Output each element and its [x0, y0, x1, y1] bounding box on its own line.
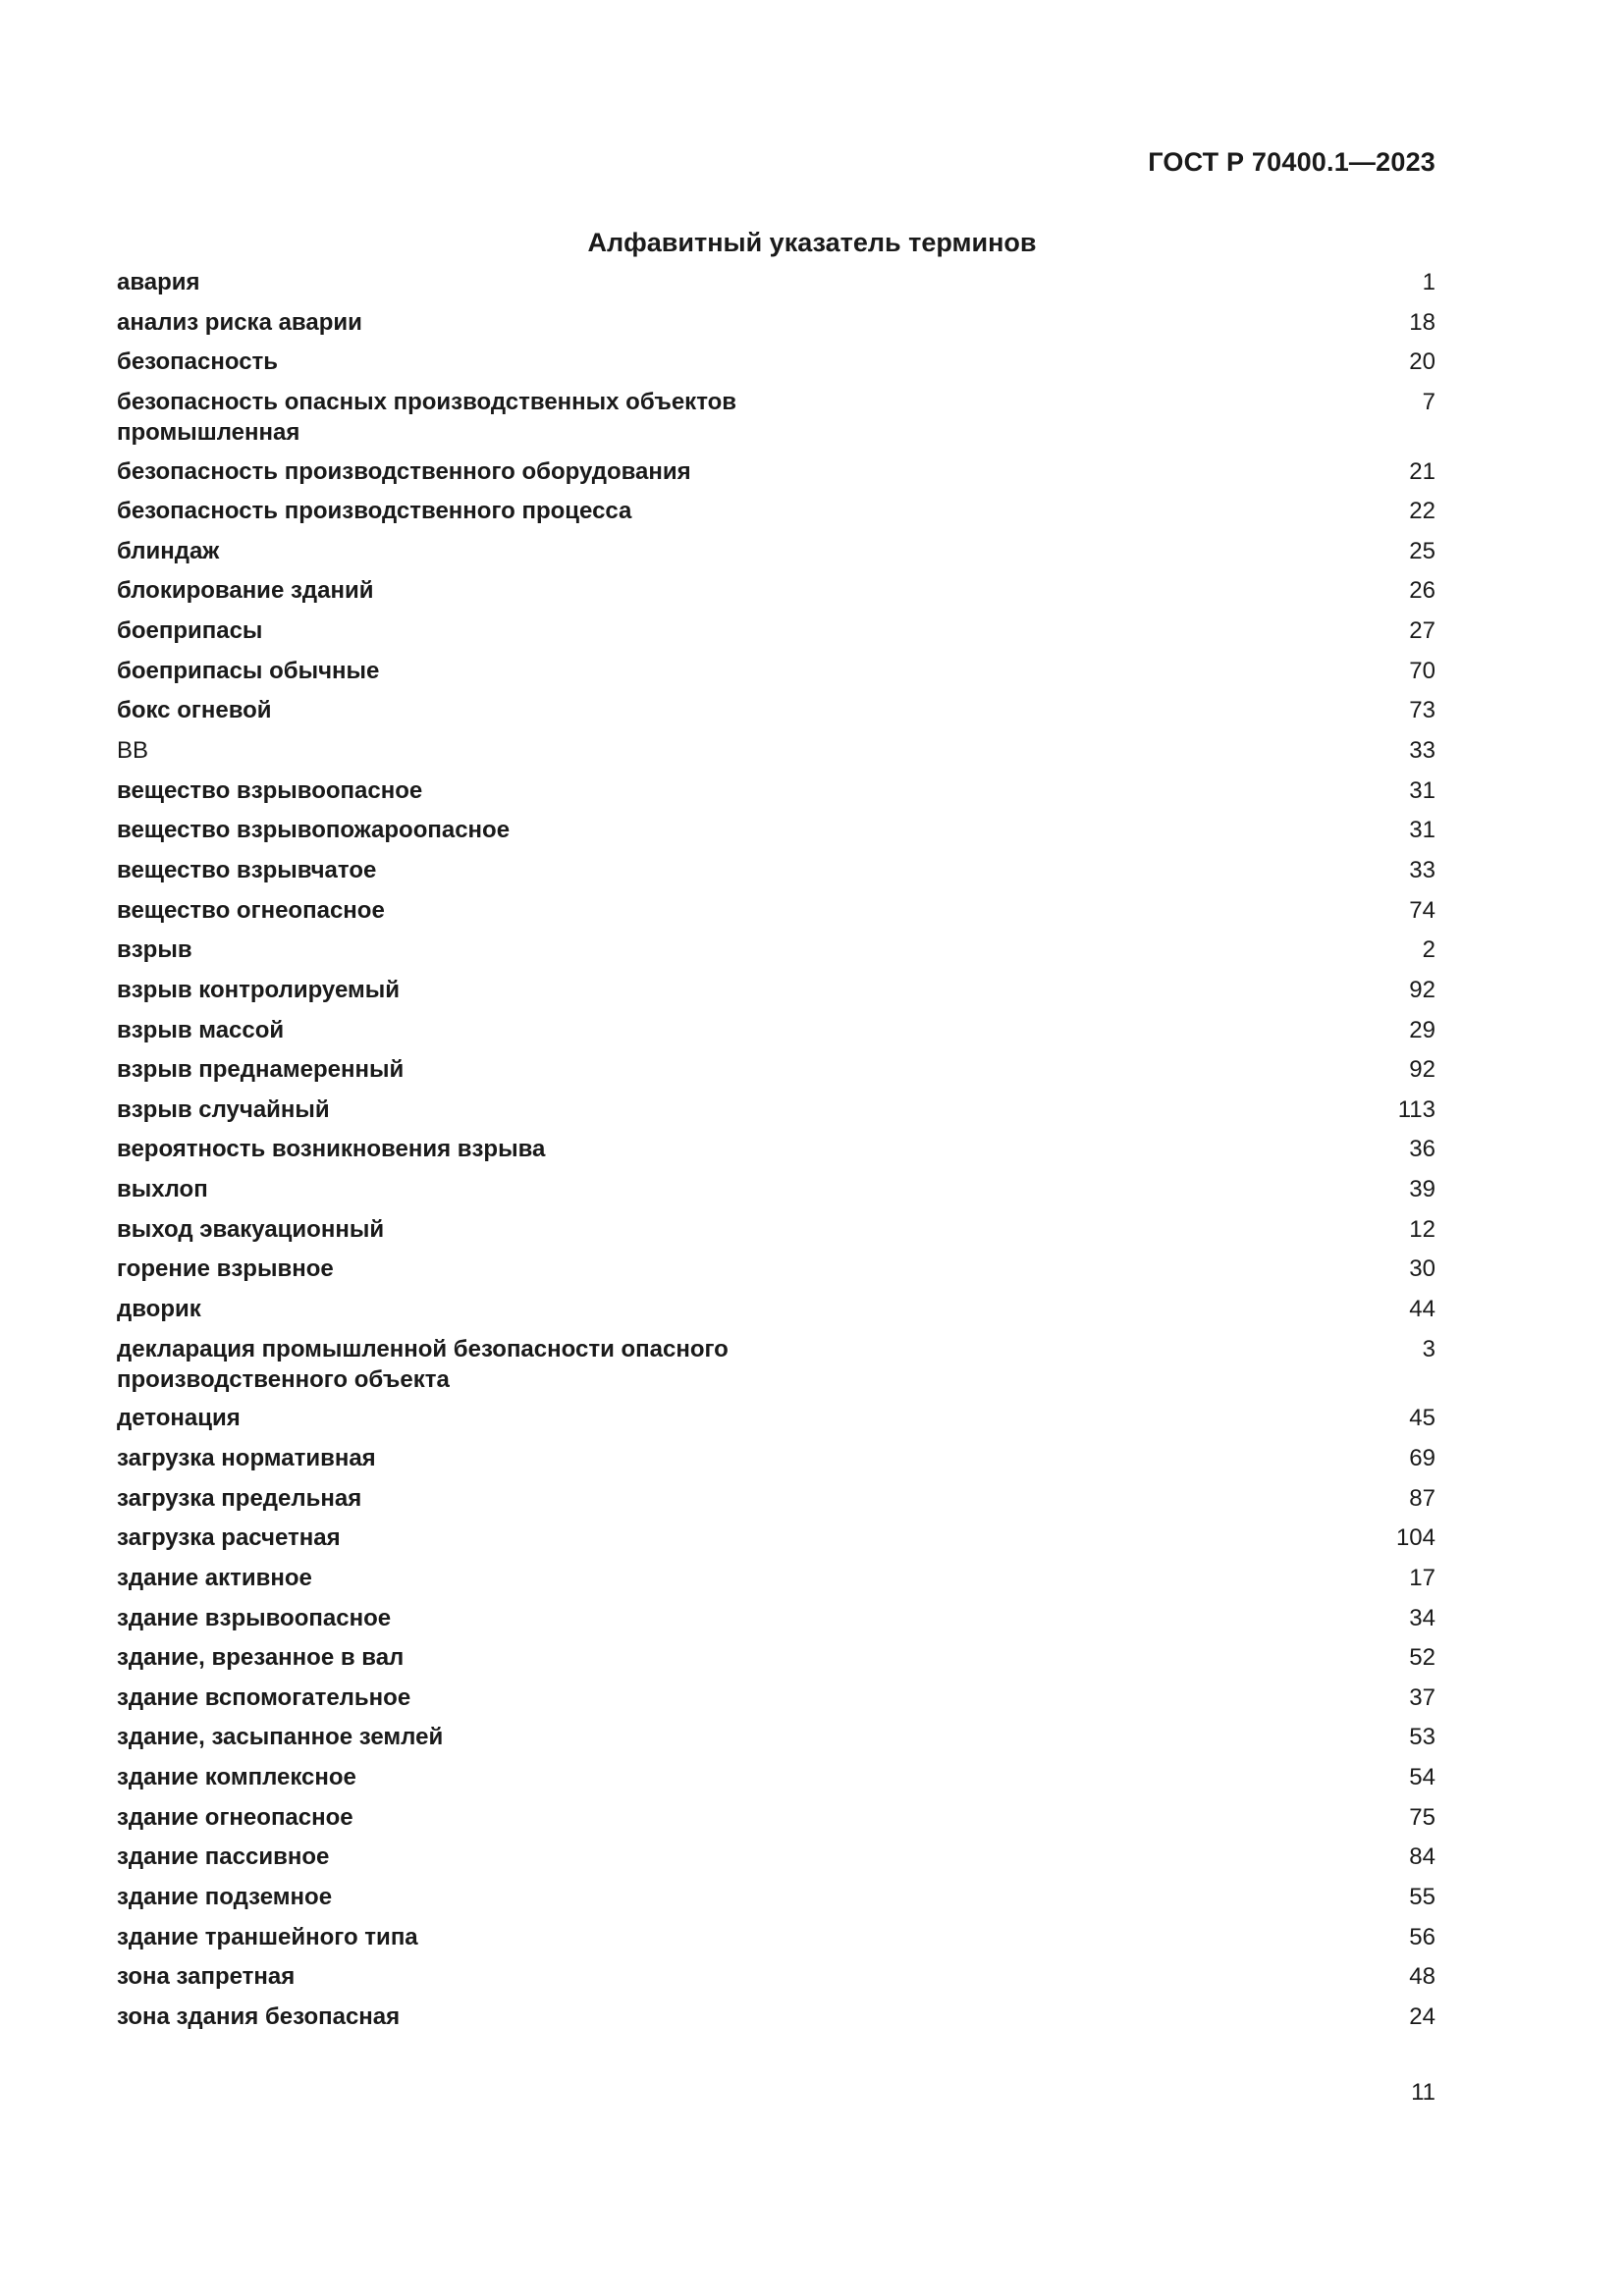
index-term-number: 39 — [1409, 1176, 1435, 1203]
index-entry — [117, 695, 1435, 735]
index-entry — [117, 1882, 1435, 1922]
index-term: безопасность опасных производственных объектов промышленная — [117, 388, 737, 446]
index-title: Алфавитный указатель терминов — [587, 228, 1037, 257]
index-entry — [117, 1015, 1435, 1055]
index-term-number: 73 — [1409, 697, 1435, 724]
index-term: выход эвакуационный — [117, 1215, 385, 1243]
index-term-number: 21 — [1409, 457, 1435, 485]
index-term: загрузка нормативная — [117, 1444, 376, 1471]
index-entry — [117, 615, 1435, 656]
index-term: здание траншейного типа — [117, 1923, 418, 1950]
index-term-number: 30 — [1409, 1255, 1435, 1283]
index-entry — [117, 2002, 1435, 2042]
index-term-number: 113 — [1397, 1095, 1435, 1123]
index-entry — [117, 1334, 1435, 1403]
index-entry — [117, 1403, 1435, 1443]
index-term: безопасность производственного процесса — [117, 498, 632, 525]
index-entry — [117, 735, 1435, 775]
index-term-number: 1 — [1422, 269, 1435, 295]
index-term: зона запретная — [117, 1963, 296, 1991]
index-term-number: 27 — [1409, 617, 1435, 645]
index-term: здание, засыпанное землей — [117, 1724, 444, 1751]
index-entry — [117, 1214, 1435, 1255]
index-term: здание комплексное — [117, 1764, 356, 1791]
index-term: здание пассивное — [117, 1843, 330, 1871]
index-term-number: 34 — [1409, 1604, 1435, 1631]
index-entry — [117, 1254, 1435, 1294]
index-term-number: 33 — [1409, 737, 1435, 765]
index-term-number: 12 — [1409, 1215, 1435, 1243]
index-entry — [117, 1522, 1435, 1563]
index-entry — [117, 1134, 1435, 1174]
index-term-number: 18 — [1409, 308, 1435, 336]
document-code: ГОСТ Р 70400.1—2023 — [1148, 147, 1435, 177]
index-entry — [117, 1483, 1435, 1523]
index-entry — [117, 536, 1435, 576]
index-term: детонация — [117, 1405, 241, 1432]
index-term-number: 29 — [1409, 1016, 1435, 1043]
index-term: взрыв контролируемый — [117, 976, 400, 1003]
index-entry — [117, 855, 1435, 895]
index-entry — [117, 575, 1435, 615]
page-number: 11 — [1411, 2079, 1435, 2106]
index-entry — [117, 496, 1435, 536]
index-entry — [117, 1174, 1435, 1214]
index-entry — [117, 1443, 1435, 1483]
index-term-number: 24 — [1409, 2002, 1435, 2030]
index-term: декларация промышленной безопасности опасного производственного объекта — [117, 1335, 729, 1393]
index-term: боеприпасы — [117, 617, 263, 645]
index-entry — [117, 387, 1435, 455]
index-term: загрузка расчетная — [117, 1524, 341, 1552]
index-entry — [117, 1603, 1435, 1643]
index-term: здание огнеопасное — [117, 1803, 353, 1831]
index-term-number: 104 — [1395, 1524, 1435, 1552]
index-term: взрыв преднамеренный — [117, 1056, 405, 1084]
index-term-number: 69 — [1409, 1444, 1435, 1471]
index-term-number: 75 — [1409, 1803, 1435, 1831]
index-term: взрыв случайный — [117, 1095, 330, 1123]
index-term: дворик — [117, 1296, 201, 1323]
term-index-list — [117, 267, 1435, 2042]
index-term-number: 74 — [1409, 896, 1435, 924]
index-term-number: 25 — [1409, 537, 1435, 564]
index-entry — [117, 1961, 1435, 2002]
index-entry — [117, 895, 1435, 935]
index-term-number: 87 — [1409, 1484, 1435, 1512]
index-term: вещество взрывоопасное — [117, 776, 423, 804]
index-term: горение взрывное — [117, 1255, 334, 1283]
index-entry — [117, 1722, 1435, 1762]
index-entry — [117, 1054, 1435, 1095]
index-term: взрыв массой — [117, 1016, 285, 1043]
index-term-number: 56 — [1409, 1923, 1435, 1950]
index-term: вещество взрывопожароопасное — [117, 817, 511, 844]
index-term-number: 17 — [1409, 1564, 1435, 1591]
index-term-number: 31 — [1409, 817, 1435, 844]
index-term: боеприпасы обычные — [117, 657, 380, 684]
index-term: загрузка предельная — [117, 1484, 362, 1512]
index-term-number: 92 — [1409, 976, 1435, 1003]
index-entry — [117, 1762, 1435, 1802]
index-term-number: 84 — [1409, 1843, 1435, 1871]
index-term: безопасность производственного оборудования — [117, 457, 691, 485]
index-term: вещество взрывчатое — [117, 856, 377, 883]
index-term-number: 7 — [1422, 388, 1435, 415]
index-entry — [117, 1842, 1435, 1882]
index-entry — [117, 975, 1435, 1015]
index-term: ВВ — [117, 737, 149, 765]
index-entry — [117, 1922, 1435, 1962]
index-term: здание активное — [117, 1564, 312, 1591]
index-entry — [117, 815, 1435, 855]
index-term: блокирование зданий — [117, 577, 374, 605]
index-entry — [117, 1682, 1435, 1723]
index-term-number: 36 — [1409, 1136, 1435, 1163]
index-term-number: 45 — [1409, 1405, 1435, 1432]
index-entry — [117, 267, 1435, 307]
index-term-number: 55 — [1409, 1883, 1435, 1910]
index-term-number: 26 — [1409, 577, 1435, 605]
index-term: зона здания безопасная — [117, 2002, 401, 2030]
index-term-number: 2 — [1422, 936, 1435, 964]
index-entry — [117, 1563, 1435, 1603]
index-term-number: 52 — [1409, 1644, 1435, 1672]
index-term: бокс огневой — [117, 697, 272, 724]
index-term: здание подземное — [117, 1883, 333, 1910]
index-term: взрыв — [117, 936, 192, 964]
index-term-number: 48 — [1409, 1963, 1435, 1991]
index-term: вещество огнеопасное — [117, 896, 385, 924]
index-term-number: 54 — [1409, 1764, 1435, 1791]
index-entry — [117, 775, 1435, 816]
index-term-number: 22 — [1409, 498, 1435, 525]
index-entry — [117, 456, 1435, 497]
index-term-number: 37 — [1409, 1683, 1435, 1711]
index-term-number: 53 — [1409, 1724, 1435, 1751]
index-term-number: 92 — [1409, 1056, 1435, 1084]
index-term-number: 44 — [1409, 1296, 1435, 1323]
index-term: анализ риска аварии — [117, 308, 362, 336]
index-term: здание вспомогательное — [117, 1683, 411, 1711]
index-entry — [117, 1095, 1435, 1135]
index-entry — [117, 307, 1435, 347]
index-term-number: 3 — [1422, 1335, 1435, 1362]
index-term: здание взрывоопасное — [117, 1604, 392, 1631]
index-term-number: 31 — [1409, 776, 1435, 804]
index-term: блиндаж — [117, 537, 220, 564]
index-term: вероятность возникновения взрыва — [117, 1136, 546, 1163]
index-term-number: 70 — [1409, 657, 1435, 684]
index-entry — [117, 1802, 1435, 1842]
index-term: авария — [117, 269, 200, 295]
index-term-number: 33 — [1409, 856, 1435, 883]
index-entry — [117, 934, 1435, 975]
index-term: безопасность — [117, 348, 279, 376]
index-term: выхлоп — [117, 1176, 208, 1203]
index-term: здание, врезанное в вал — [117, 1644, 405, 1672]
index-term-number: 20 — [1409, 348, 1435, 376]
index-entry — [117, 1294, 1435, 1334]
index-entry — [117, 656, 1435, 696]
index-entry — [117, 347, 1435, 387]
index-entry — [117, 1642, 1435, 1682]
